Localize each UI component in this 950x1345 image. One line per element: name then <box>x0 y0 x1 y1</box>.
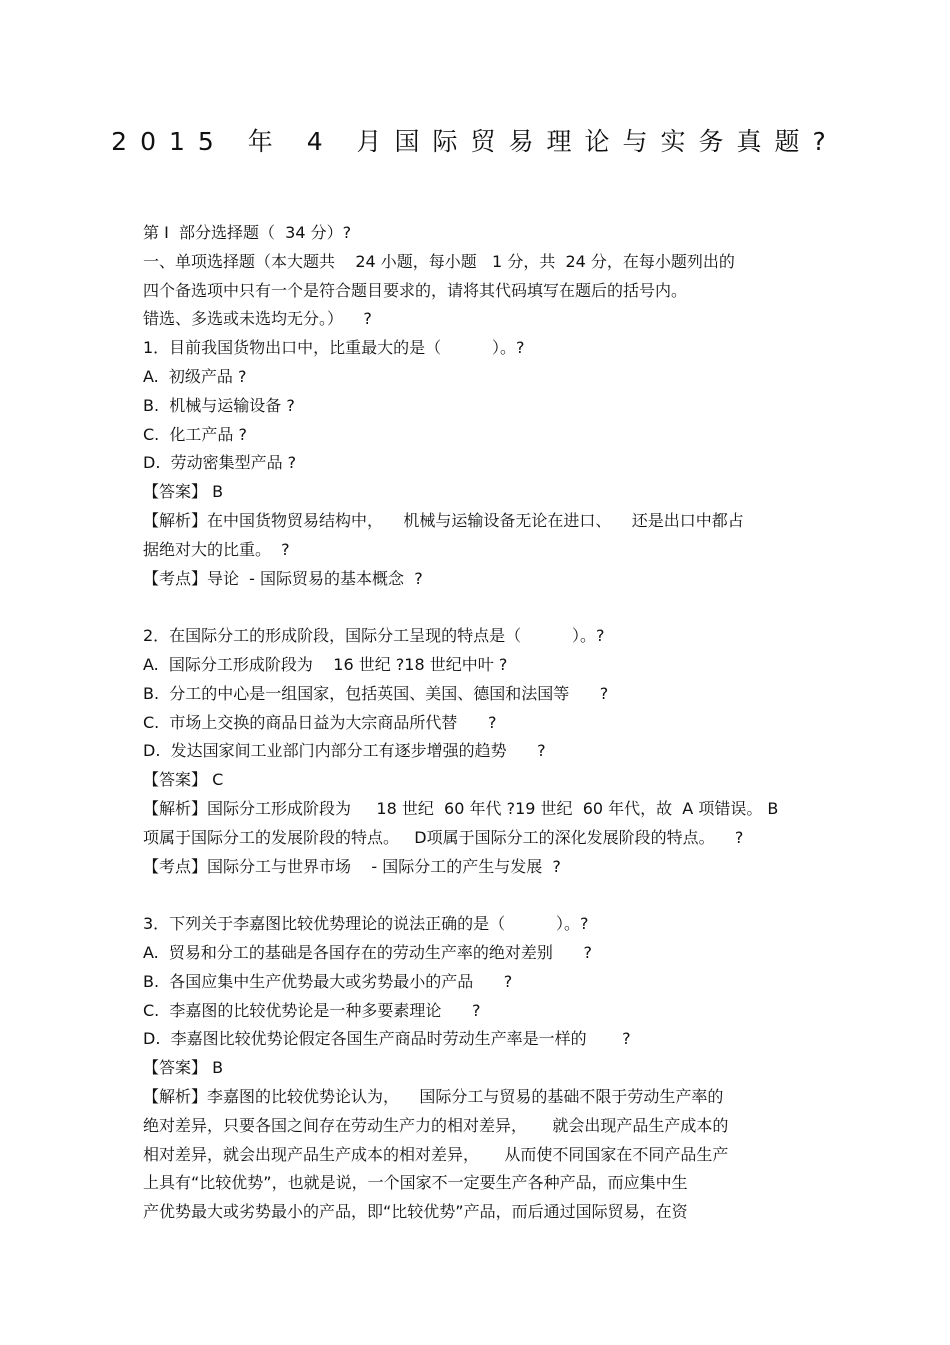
section-header: 第 I 部分选择题（ 34 分）? <box>143 223 352 242</box>
question-stem: 2．在国际分工的形成阶段，国际分工呈现的特点是（ ）。? <box>143 626 605 646</box>
analysis-line: 【解析】李嘉图的比较优势论认为， 国际分工与贸易的基础不限于劳动生产率的 <box>143 1086 724 1106</box>
question-block <box>143 910 823 1227</box>
question-stem: 1．目前我国货物出口中，比重最大的是（ ）。? <box>143 338 525 358</box>
instructions-line: 错选、多选或未选均无分。） ? <box>143 309 372 329</box>
question-block <box>143 334 823 593</box>
option-d: D. 发达国家间工业部门内部分工有逐步增强的趋势 ? <box>143 741 546 761</box>
page-title: 2015 年 4 月国际贸易理论与实务真题? <box>111 127 839 156</box>
answer-line: 【答案】 B <box>143 482 224 502</box>
document-body <box>143 219 823 1227</box>
instructions-line: 四个备选项中只有一个是符合题目要求的，请将其代码填写在题后的括号内。 <box>143 280 688 300</box>
spacer <box>143 593 823 622</box>
answer-line: 【答案】 C <box>143 770 224 790</box>
analysis-line: 【解析】国际分工形成阶段为 18 世纪 60 年代 ?19 世纪 60 年代，故 A 项错误。 B <box>143 798 779 818</box>
option-b: B. 分工的中心是一组国家，包括英国、美国、德国和法国等 ? <box>143 683 609 703</box>
option-d: D. 李嘉图比较优势论假定各国生产商品时劳动生产率是一样的 ? <box>143 1029 631 1049</box>
answer-line: 【答案】 B <box>143 1058 224 1078</box>
option-b: B. 各国应集中生产优势最大或劣势最小的产品 ? <box>143 971 513 991</box>
option-c: C. 化工产品 ? <box>143 424 248 444</box>
option-d: D. 劳动密集型产品 ? <box>143 453 297 473</box>
question-stem: 3．下列关于李嘉图比较优势理论的说法正确的是（ ）。? <box>143 914 589 934</box>
analysis-line: 据绝对大的比重。 ? <box>143 539 290 559</box>
analysis-line: 相对差异，就会出现产品生产成本的相对差异， 从而使不同国家在不同产品生产 <box>143 1144 729 1164</box>
spacer <box>143 881 823 910</box>
option-b: B. 机械与运输设备 ? <box>143 395 295 415</box>
instructions-line: 一、单项选择题（本大题共 24 小题，每小题 1 分，共 24 分，在每小题列出的 <box>143 251 735 271</box>
analysis-line: 【解析】在中国货物贸易结构中， 机械与运输设备无论在进口、 还是出口中都占 <box>143 510 744 530</box>
analysis-line: 产优势最大或劣势最小的产品，即“比较优势”产品，而后通过国际贸易，在资 <box>143 1202 688 1222</box>
option-c: C. 李嘉图的比较优势论是一种多要素理论 ? <box>143 1000 481 1020</box>
analysis-line: 上具有“比较优势”，也就是说，一个国家不一定要生产各种产品，而应集中生 <box>143 1173 688 1193</box>
analysis-line: 绝对差异，只要各国之间存在劳动生产力的相对差异， 就会出现产品生产成本的 <box>143 1115 729 1135</box>
option-a: A. 初级产品 ? <box>143 366 247 386</box>
option-a: A. 贸易和分工的基础是各国存在的劳动生产率的绝对差别 ? <box>143 942 592 962</box>
option-c: C. 市场上交换的商品日益为大宗商品所代替 ? <box>143 712 497 732</box>
option-a: A. 国际分工形成阶段为 16 世纪 ?18 世纪中叶 ? <box>143 654 508 674</box>
keypoint-line: 【考点】导论 - 国际贸易的基本概念 ? <box>143 568 423 588</box>
analysis-line: 项属于国际分工的发展阶段的特点。 D项属于国际分工的深化发展阶段的特点。 ? <box>143 827 744 847</box>
keypoint-line: 【考点】国际分工与世界市场 - 国际分工的产生与发展 ? <box>143 856 561 876</box>
question-block <box>143 622 823 881</box>
